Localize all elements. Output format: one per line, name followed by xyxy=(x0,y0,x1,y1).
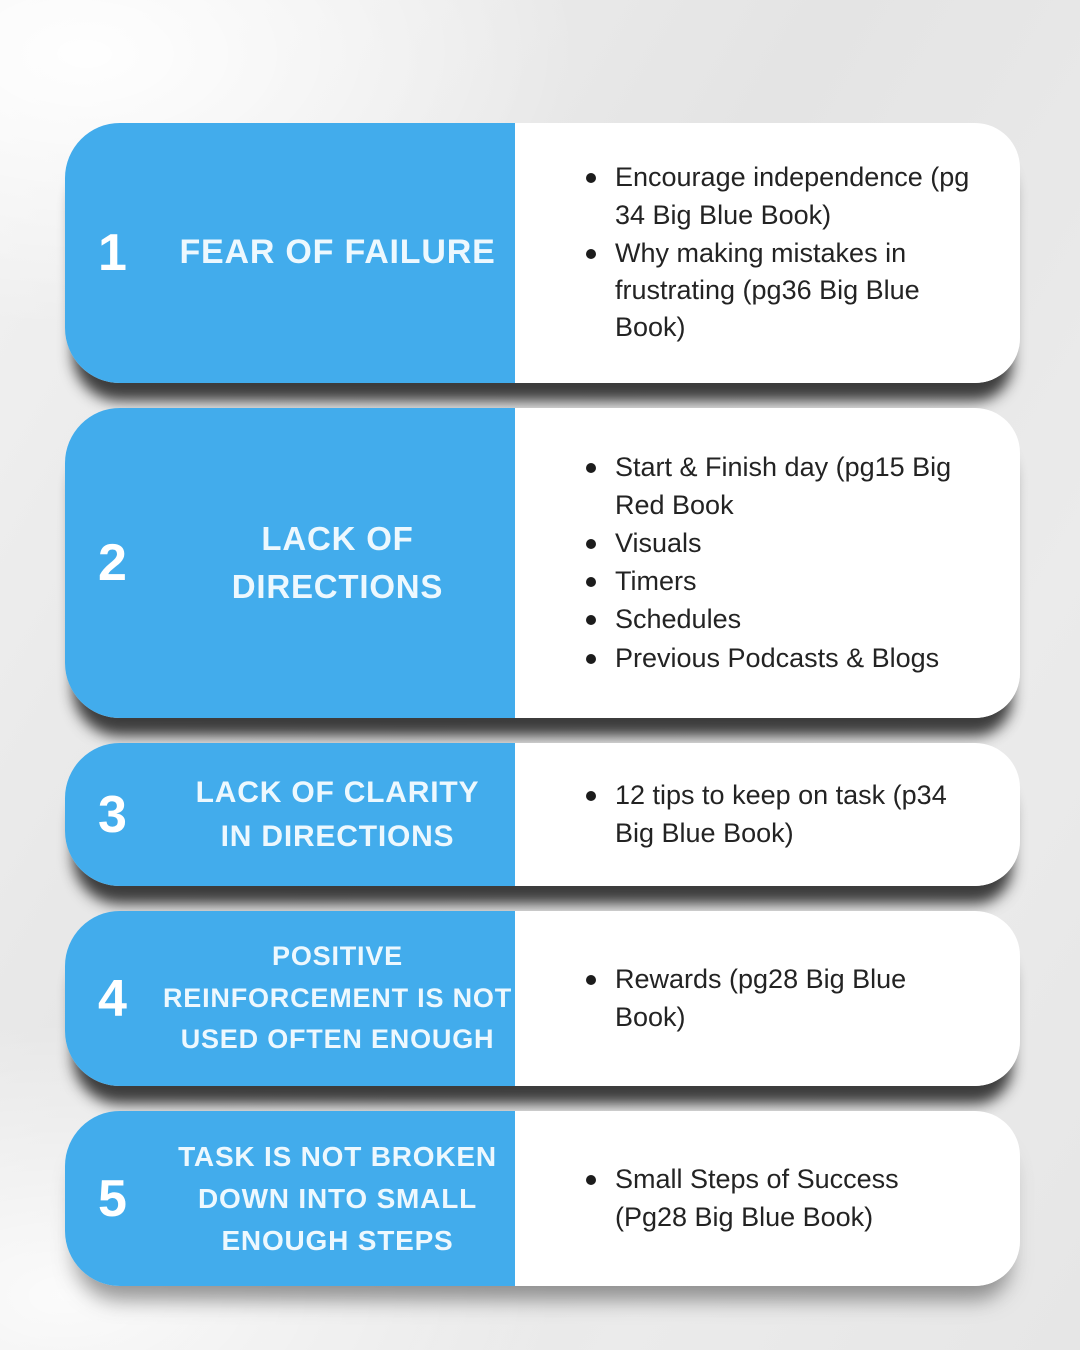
bullet-item: Rewards (pg28 Big Blue Book) xyxy=(583,961,975,1036)
bullet-item: Why making mistakes in frustrating (pg36 Big Blue Book) xyxy=(583,235,975,347)
row-2-title-panel xyxy=(65,408,515,718)
bullet-item: Schedules xyxy=(583,601,975,638)
bullet-item: Small Steps of Success (Pg28 Big Blue Book) xyxy=(583,1161,975,1236)
row-1-title: FEAR OF FAILURE xyxy=(179,233,496,272)
row-5-title-panel xyxy=(65,1111,515,1286)
row-4-detail-card xyxy=(515,911,1020,1086)
row-2-number: 2 xyxy=(98,534,127,592)
row-lack-of-clarity xyxy=(65,743,1020,886)
row-3-title-panel xyxy=(65,743,515,886)
row-4-title: POSITIVE REINFORCEMENT IS NOT USED OFTEN ENOUGH xyxy=(162,940,512,1055)
row-2-title: LACK OF DIRECTIONS xyxy=(231,520,444,605)
row-2-bullet-list xyxy=(583,448,975,678)
row-3-number: 3 xyxy=(98,785,127,844)
bullet-item: Timers xyxy=(583,563,975,600)
row-2-title-wrap xyxy=(160,515,515,611)
row-3-title-wrap xyxy=(160,771,515,858)
row-5-title-wrap xyxy=(160,1136,515,1262)
row-3-bullet-list xyxy=(583,776,975,853)
row-2-detail-card xyxy=(515,408,1020,718)
row-fear-of-failure xyxy=(65,123,1020,383)
row-3-detail-card xyxy=(515,743,1020,886)
row-1-title-wrap xyxy=(160,228,515,277)
row-task-not-broken-down xyxy=(65,1111,1020,1286)
row-4-bullet-list xyxy=(583,960,975,1037)
bullet-item: Visuals xyxy=(583,525,975,562)
row-1-number: 1 xyxy=(98,224,127,282)
row-3-title: LACK OF CLARITY IN DIRECTIONS xyxy=(195,776,480,853)
row-1-detail-card xyxy=(515,123,1020,383)
row-1-title-panel xyxy=(65,123,515,383)
row-1-bullet-list xyxy=(583,158,975,347)
row-4-title-wrap xyxy=(160,936,515,1062)
row-5-bullet-list xyxy=(583,1160,975,1237)
bullet-item: 12 tips to keep on task (p34 Big Blue Book) xyxy=(583,777,975,852)
bullet-item: Encourage independence (pg 34 Big Blue Book) xyxy=(583,159,975,234)
row-positive-reinforcement xyxy=(65,911,1020,1086)
row-5-number: 5 xyxy=(98,1169,127,1228)
row-4-number: 4 xyxy=(98,969,127,1028)
row-5-title: TASK IS NOT BROKEN DOWN INTO SMALL ENOUGH STEPS xyxy=(178,1140,497,1256)
row-lack-of-directions xyxy=(65,408,1020,718)
bullet-item: Start & Finish day (pg15 Big Red Book xyxy=(583,449,975,524)
row-5-detail-card xyxy=(515,1111,1020,1286)
bullet-item: Previous Podcasts & Blogs xyxy=(583,640,975,677)
row-4-title-panel xyxy=(65,911,515,1086)
